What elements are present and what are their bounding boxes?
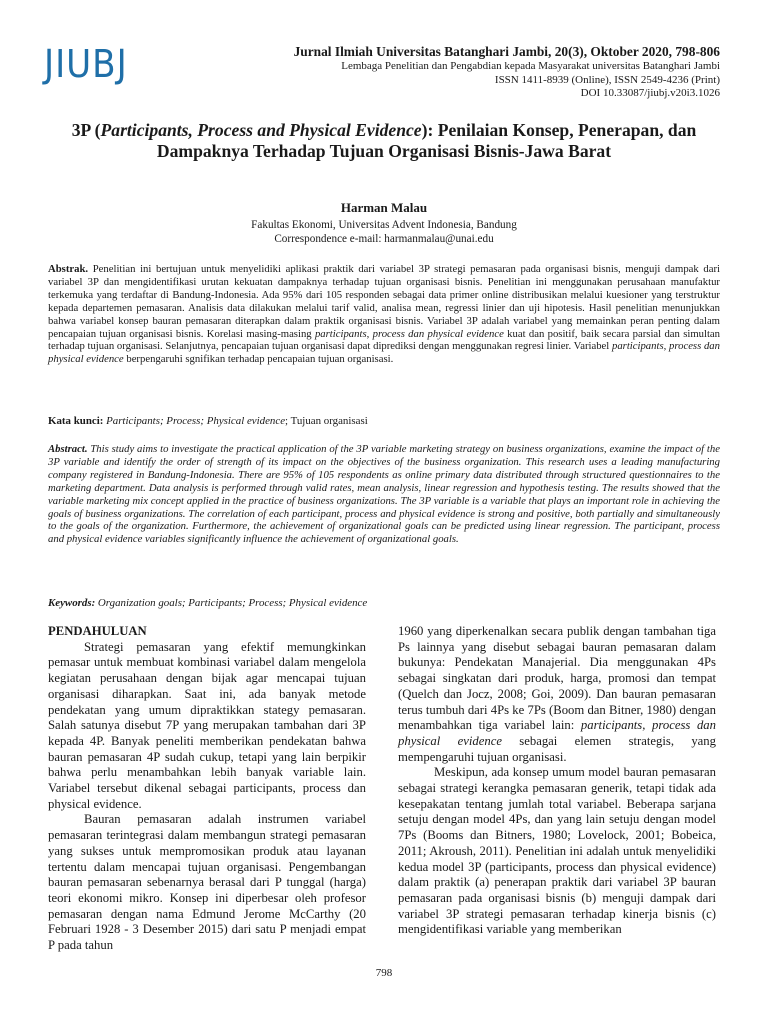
body-italic: participants, process dan physical evidence — [398, 718, 716, 748]
abstrak-text-2: kuat dan positif, baik secara parsial dan simultan terhadap tujuan organisasi. Selanjutnya, pencapaian tujuan organisasi dapat diprediksi dengan menggunakan regresi linier. Variabel — [48, 327, 721, 353]
title-rest: ): Penilaian Konsep, Penerapan, dan Dampaknya Terhadap Tujuan Organisasi Bisnis-Jawa Barat — [156, 120, 697, 161]
body-text: sebagai elemen strategis, yang mempengaruhi tujuan organisasi. — [398, 733, 716, 764]
page-number: 798 — [375, 967, 393, 979]
body-paragraph — [398, 624, 716, 765]
abstrak-italic-2: participants, process dan physical evidence — [48, 340, 720, 366]
kata-kunci-label: Kata kunci: — [48, 415, 104, 427]
abstract-en-text: This study aims to investigate the practical application of the 3P variable marketing strategy on business organizations, examine the impact of the 3P variable and identify the order of strength of its impact on the objectives of the business organization. This research uses a leading manufacturing company registered in Bandung-Indonesia. There are 95% of 105 respondents as online primary data distributed through structured questionnaires to the marketing department. Data analysis is performed through valid rates, mean analysis, linear regression and hypothesis testing. The results showed that the variable marketing mix concept applied in the practice of business organizations. The 3P variable is a variable that plays an important role in achieving the goals of business organizations. The correlation of each participant, process and physical evidence is strong and positive, both partially and simultaneously to the goals of the organization. Furthermore, the achievement of organizational goals can be predicted using linear regression. The participant, process and physical evidence variables significantly influence the achievement of organizational goals. — [48, 443, 720, 546]
author-name: Harman Malau — [340, 200, 428, 215]
keywords-line — [48, 597, 720, 610]
affiliation: Fakultas Ekonomi, Universitas Advent Indonesia, Bandung — [251, 219, 517, 231]
keywords-label: Keywords: — [48, 597, 96, 609]
correspondence-email[interactable]: Correspondence e-mail: harmanmalau@unai.edu — [274, 233, 494, 245]
kata-kunci-italic: Participants; Process; Physical evidence — [103, 415, 286, 427]
abstract-en-paragraph — [48, 443, 720, 546]
title-italic: Participants, Process and Physical Evidence — [100, 120, 422, 140]
body-paragraph: Meskipun, ada konsep umum model bauran pemasaran sebagai strategi kerangka pemasaran generik, tetapi tidak ada kesepakatan tentang jumlah total variabel. Beberapa sarjana setuju dengan model 4Ps, dan yang lain setuju dengan model 7Ps (Booms dan Bitners, 1980; Lovelock, 2001; Bobeica, 2011; Akroush, 2011). Penelitian ini adalah untuk menyelidiki kedua model 3P (participants, process dan physical evidence) dalam praktik (a) penerapan praktik dari variabel 3P bauran pemasaran pada organisasi bisnis (b) menguji dampak dari variabel 3P strategi pemasaran terhadap kinerja bisnis (c) mengidentifikasi variable yang memberikan — [398, 765, 716, 937]
abstrak-text-1: Penelitian ini bertujuan untuk menyelidiki aplikasi praktik dari variabel 3P strategi pemasaran pada organisasi bisnis, menguji dampak dari variabel 3P dan mengidentifikasi urutan kekuatan dampaknya terhadap tujuan organisasi bisnis. Penelitian ini menggunakan perusahaan manufaktur terkemuka yang terdaftar di Bandung-Indonesia. Ada 95% dari 105 responden sebagai data primer online distribusikan melalui kuesioner yang terstruktur kepada departemen pemasaran. Analisis data dilakukan melalui tarif valid, analisa mean, regressi linier dan uji hipotesis. Hasil penelitian menunjukkan bahwa variabel konsep bauran pemasaran diterapkan dalam praktik organisasi bisnis. Variabel 3P adalah variabel yang memainkan peran penting dalam pencapaian tujuan organisasi bisnis. Korelasi masing-masing — [48, 263, 720, 340]
body-left-column — [48, 624, 366, 954]
journal-title: Jurnal Ilmiah Universitas Batanghari Jambi, 20(3), Oktober 2020, 798-806 — [293, 44, 720, 59]
body-right-column — [398, 624, 716, 938]
journal-doi[interactable]: DOI 10.33087/jiubj.v20i3.1026 — [580, 87, 720, 99]
body-paragraph: Strategi pemasaran yang efektif memungkinkan pemasar untuk membuat kombinasi variabel dalam mengelola kegiatan perusahaan dengan bijak agar mencapai tujuan organisasi diharapkan. Saat ini, ada banyak metode pendekatan yang umum dipraktikkan stategy pemasaran. Salah satunya disebut 7P yang merupakan tambahan dari 3P kepada 4P. Banyak peneliti memberikan pendekatan bahwa bauran pemasaran 4P sudah cukup, tetapi yang lain berpikir bahwa perlu menambahkan lebih banyak variable lain. Variabel tersebut dikenal sebagai participants, process dan physical evidence. — [48, 639, 366, 811]
article-title — [48, 120, 720, 162]
abstrak-text-3: berpengaruhi sgnifikan terhadap pencapaian tujuan organisasi. — [123, 353, 394, 366]
keywords-text: Organization goals; Participants; Process; Physical evidence — [95, 597, 368, 609]
author-affiliation-block — [48, 218, 720, 246]
journal-institution: Lembaga Penelitian dan Pengabdian kepada Masyarakat universitas Batanghari Jambi — [341, 60, 720, 72]
kata-kunci-rest: ; Tujuan organisasi — [285, 415, 368, 427]
kata-kunci-line — [48, 415, 720, 428]
abstract-en-label: Abstract. — [48, 443, 88, 455]
journal-logo: JIUBJ — [44, 42, 128, 86]
journal-issn: ISSN 1411-8939 (Online), ISSN 2549-4236 (Print) — [494, 73, 720, 86]
section-heading-pendahuluan: PENDAHULUAN — [48, 624, 147, 638]
abstrak-paragraph — [48, 263, 720, 366]
journal-header — [294, 43, 720, 101]
body-text: 1960 yang diperkenalkan secara publik dengan tambahan tiga Ps lainnya yang disebut sebagai bauran pemasaran dalam bukunya: Pendekatan Manajerial. Dia menggunakan 4Ps sebagai singkatan dari produk, harga, promosi dan tempat (Quelch dan Jocz, 2008; Goi, 2009). Dan bauran pemasaran terus tumbuh dari 4Ps ke 7Ps (Boom dan Bitner, 1980) dengan menambahkan tiga variabel lain: — [398, 624, 716, 733]
title-prefix: 3P ( — [71, 120, 101, 140]
abstrak-italic-1: participants, process dan physical evidence — [314, 327, 504, 340]
body-paragraph: Bauran pemasaran adalah instrumen variabel pemasaran terintegrasi dalam membangun strategi pemasaran yang sukses untuk mempromosikan produk atau layanan tertentu dalam mencapai tujuan organisasi. Pengembangan bauran pemasaran sebenarnya berasal dari P tunggal (harga) teori ekonomi mikro. Konsep ini diperbesar oleh profesor pemasaran dengan nama Edmund Jerome McCarthy (20 Februari 1928 - 3 Desember 2015) dari satu P menjadi empat P pada tahun — [48, 812, 366, 953]
abstrak-label: Abstrak. — [48, 263, 89, 275]
